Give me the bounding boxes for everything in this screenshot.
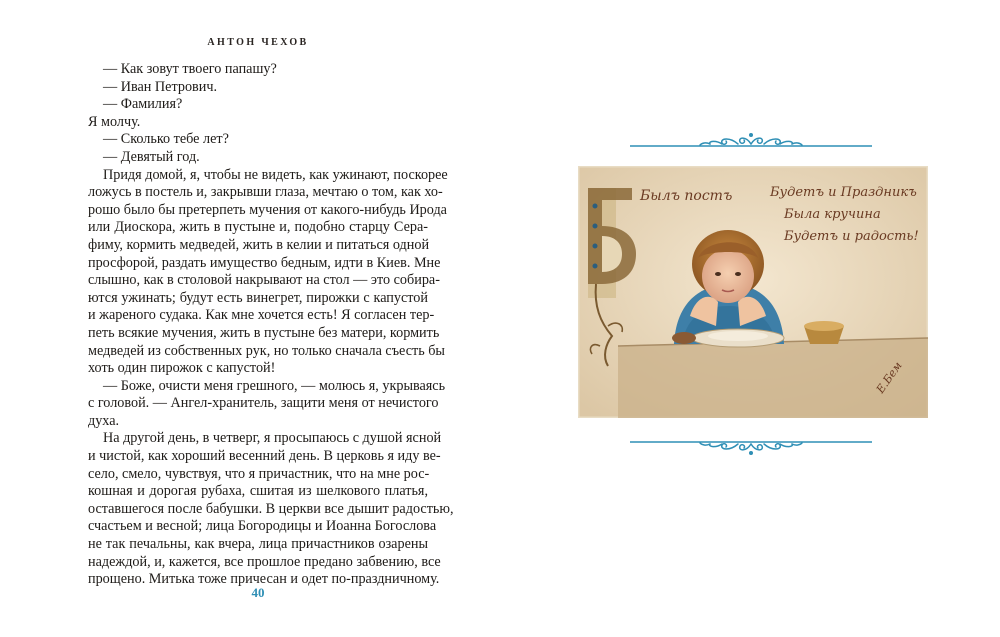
text-line: счастьем и весной; лица Богородицы и Иоанна Богослова — [88, 518, 437, 535]
caption-right-line: Будетъ и радость! — [784, 229, 919, 244]
text-line: рошо было бы претерпеть мучения от какого-нибудь Ирода — [88, 201, 447, 218]
text-line: слышно, как в столовой накрывают на стол — это собира- — [88, 272, 440, 289]
ornament-divider-bottom — [630, 437, 872, 457]
caption-right-line: Была кручина — [784, 207, 881, 222]
text-line: кошная и дорогая рубаха, сшитая из шелкового платья, — [88, 483, 428, 500]
body-text — [88, 61, 454, 589]
text-line: с головой. — Ангел-хранитель, защити меня от нечистого — [88, 395, 439, 412]
text-line: ложусь в постель и, закрывши глаза, мечтаю о том, как хо- — [88, 184, 443, 201]
text-line: ются ужинать; будут есть винегрет, пирожки с капустой — [88, 289, 428, 306]
text-line: Я молчу. — [88, 113, 141, 130]
text-line: петь всякие мучения, жить в пустыне без матери, кормить — [88, 324, 440, 341]
dialogue-line: — Сколько тебе лет? — [103, 131, 229, 148]
dialogue-line: — Фамилия? — [103, 96, 183, 113]
text-line: и жареного судака. Как мне хочется есть! Я согласен тер- — [88, 307, 435, 324]
artist-signature: Е.Бем — [873, 359, 905, 396]
dialogue-line: — Боже, очисти меня грешного, — молюсь я, укрываясь — [103, 377, 446, 394]
text-line: Придя домой, я, чтобы не видеть, как ужинают, поскорее — [103, 166, 448, 183]
running-head: АНТОН ЧЕХОВ — [207, 37, 309, 48]
page-number: 40 — [251, 585, 265, 600]
text-line: прощено. Митька тоже причесан и одет по-праздничному. — [88, 571, 440, 588]
text-line: фиму, кормить медведей, жить в келии и питаться одной — [88, 236, 430, 253]
text-line: медведей из собственных рук, но только сначала съесть бы — [88, 342, 445, 359]
text-line: и чистой, как хороший весенний день. В церковь я иду ве- — [88, 448, 441, 465]
text-line: духа. — [88, 412, 120, 429]
caption-right-line: Будетъ и Праздникъ — [770, 185, 917, 200]
caption-left: Былъ постъ — [640, 188, 733, 204]
text-line: просфорой, раздать имущество бедным, идти в Киев. Мне — [88, 254, 441, 271]
text-line: или Диоскора, жить в пустыне и, подобно старцу Сера- — [88, 219, 428, 236]
text-line: не так печальны, как вчера, лица причастников озарены — [88, 536, 428, 553]
illustration — [578, 166, 928, 418]
text-line: хоть один пирожок с капустой! — [88, 360, 276, 377]
right-page — [500, 0, 1000, 637]
text-line: оставшегося после бабушки. В церкви все дышит радостью, — [88, 500, 454, 517]
dialogue-line: — Как зовут твоего папашу? — [103, 61, 277, 77]
dialogue-line: — Иван Петрович. — [103, 78, 218, 95]
text-line: надеждой, и, кажется, все прошлое предано забвению, все — [88, 553, 441, 570]
ornament-divider-top — [630, 131, 872, 151]
dialogue-line: — Девятый год. — [103, 148, 200, 165]
text-line: На другой день, в четверг, я просыпаюсь с душой ясной — [103, 430, 442, 447]
text-line: село, смело, чувствуя, что я причастник, что на мне рос- — [88, 465, 430, 482]
